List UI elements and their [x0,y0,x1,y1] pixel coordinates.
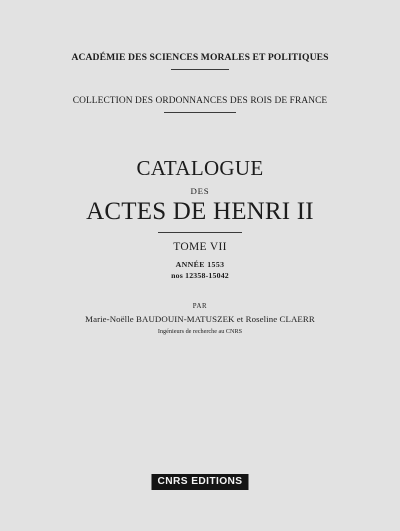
title-des: DES [190,186,210,196]
title-catalogue: CATALOGUE [136,156,264,180]
collection-divider [164,112,236,113]
author-role: Ingénieurs de recherche au CNRS [157,328,243,335]
title-divider [158,232,242,233]
by-label: PAR [192,303,208,310]
collection-name: COLLECTION DES ORDONNANCES DES ROIS DE FRANCE [72,96,328,106]
act-number-range: nos 12358-15042 [171,271,229,280]
academy-name: ACADÉMIE DES SCIENCES MORALES ET POLITIQUES [71,52,329,63]
academy-divider [171,69,229,70]
volume-label: TOME VII [173,241,227,253]
year-label: ANNÉE 1553 [175,260,225,269]
publisher-badge: CNRS EDITIONS [151,474,248,490]
author-names: Marie-Noëlle BAUDOUIN-MATUSZEK et Roseline CLAERR [85,314,315,324]
title-actes: ACTES DE HENRI II [86,198,314,225]
